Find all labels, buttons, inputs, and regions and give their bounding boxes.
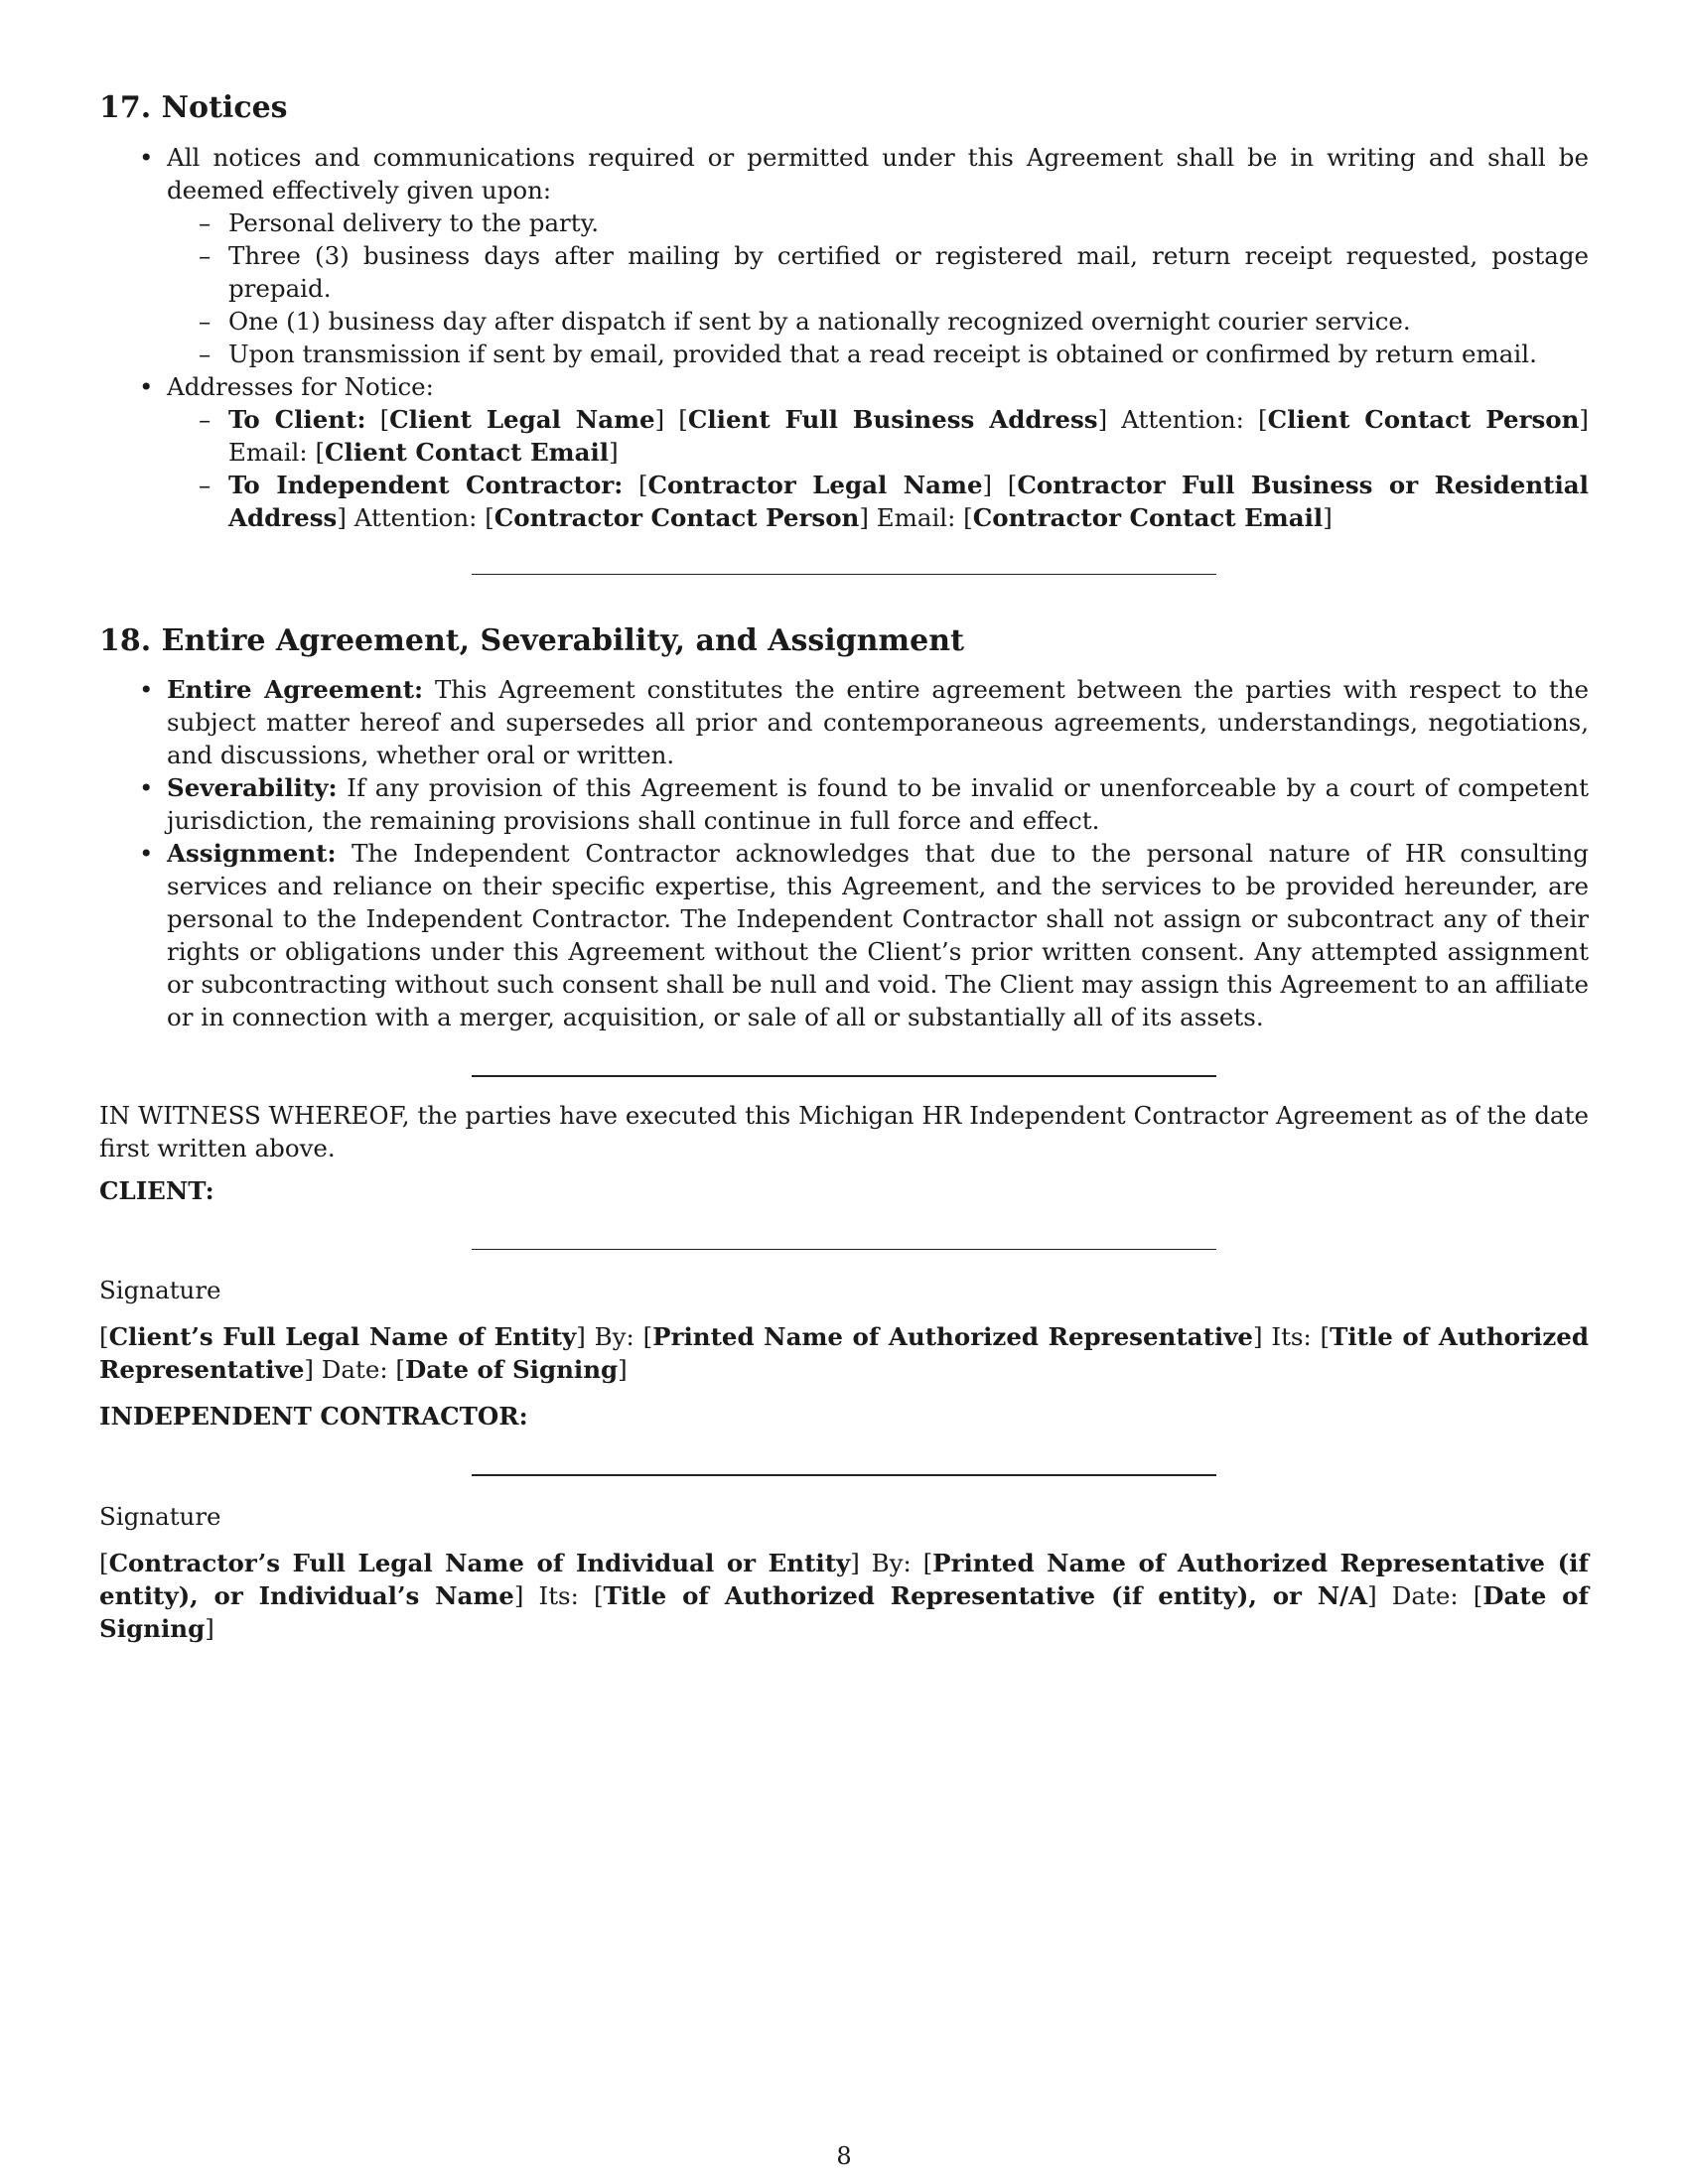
divider bbox=[472, 1075, 1216, 1077]
client-address-item: – To Client: [Client Legal Name] [Client Full Business Address] Attention: [Client Contact Person] Email: [Client Contact Email] bbox=[228, 403, 1589, 469]
list-item: • All notices and communications required or permitted under this Agreement shall be in writing and shall be deemed effectively given upon: – Personal delivery to the party. – Three (3) business days after mailing by certified or registered mail, return receipt requested, postage prepaid. – One (1) business day after dispatch if sent by a nationally recognized overnight courier service. – Upon transmission if sent by email, provided that a read receipt is obtained or confirmed by return email. bbox=[167, 141, 1589, 370]
client-heading: CLIENT: bbox=[99, 1176, 214, 1205]
section-18-heading: 18. Entire Agreement, Severability, and Assignment bbox=[99, 622, 964, 658]
page-number: 8 bbox=[836, 2142, 852, 2170]
contractor-signature-caption: Signature bbox=[99, 1502, 221, 1531]
list-item: • Addresses for Notice: – To Client: [Client Legal Name] [Client Full Business Address] Attention: [Client Contact Person] Email: [Client Contact Email] – To Independent Contractor: [Contractor Legal Name] [Contractor Full Business or Residential Address] Attention: [Contractor Contact Person] Email: [Contractor Contact Email] bbox=[167, 370, 1589, 534]
list-item: – Upon transmission if sent by email, provided that a read receipt is obtained or confirmed by return email. bbox=[228, 338, 1589, 370]
client-signature-line bbox=[472, 1249, 1216, 1250]
list-item: – Personal delivery to the party. bbox=[228, 206, 1589, 239]
list-item: • Severability: If any provision of this Agreement is found to be invalid or unenforceable by a court of competent jurisdiction, the remaining provisions shall continue in full force and effect. bbox=[167, 771, 1589, 837]
contractor-signature-block: [Contractor’s Full Legal Name of Individual or Entity] By: [Printed Name of Authorized Representative (if entity), or Individual’s Name] Its: [Title of Authorized Representative (if entity), or N/A] Date: [Date of Signing] bbox=[99, 1549, 1590, 1643]
notices-list bbox=[99, 141, 1589, 534]
delivery-methods-list bbox=[167, 206, 1589, 370]
contractor-signature-line bbox=[472, 1474, 1216, 1476]
contractor-address-item: – To Independent Contractor: [Contractor Legal Name] [Contractor Full Business or Residential Address] Attention: [Contractor Contact Person] Email: [Contractor Contact Email] bbox=[228, 469, 1589, 534]
agreement-terms-list bbox=[99, 673, 1589, 1033]
list-item: – Three (3) business days after mailing by certified or registered mail, return receipt requested, postage prepaid. bbox=[228, 239, 1589, 305]
divider bbox=[472, 574, 1216, 575]
list-item: • Assignment: The Independent Contractor acknowledges that due to the personal nature of HR consulting services and reliance on their specific expertise, this Agreement, and the services to be provided hereunder, are personal to the Independent Contractor. The Independent Contractor shall not assign or subcontract any of their rights or obligations under this Agreement without the Client’s prior written consent. Any attempted assignment or subcontracting without such consent shall be null and void. The Client may assign this Agreement to an affiliate or in connection with a merger, acquisition, or sale of all or substantially all of its assets. bbox=[167, 837, 1589, 1033]
list-item: – One (1) business day after dispatch if sent by a nationally recognized overnight courier service. bbox=[228, 305, 1589, 338]
witness-clause: IN WITNESS WHEREOF, the parties have executed this Michigan HR Independent Contractor Agreement as of the date first written above. bbox=[99, 1101, 1589, 1162]
document-page bbox=[99, 89, 1589, 1645]
list-item: • Entire Agreement: This Agreement constitutes the entire agreement between the parties with respect to the subject matter hereof and supersedes all prior and contemporaneous agreements, understandings, negotiations, and discussions, whether oral or written. bbox=[167, 673, 1589, 771]
contractor-heading: INDEPENDENT CONTRACTOR: bbox=[99, 1402, 528, 1431]
client-signature-caption: Signature bbox=[99, 1276, 221, 1304]
section-17-heading: 17. Notices bbox=[99, 90, 288, 125]
addresses-list bbox=[167, 403, 1589, 534]
client-signature-block: [Client’s Full Legal Name of Entity] By: [Printed Name of Authorized Representative] Its: [Title of Authorized Representative] Date: [Date of Signing] bbox=[99, 1322, 1589, 1384]
